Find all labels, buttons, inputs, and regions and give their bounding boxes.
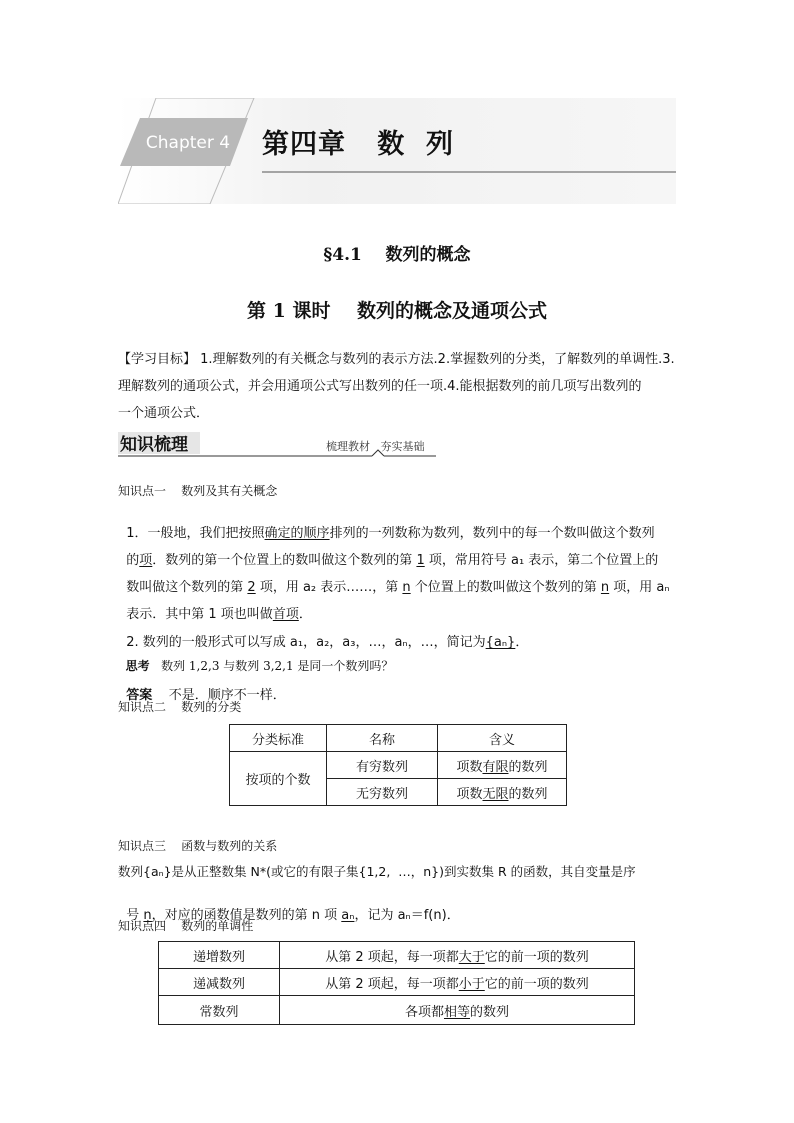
- table-cell: 有穷数列: [327, 752, 438, 779]
- text: 的数列: [470, 1004, 510, 1020]
- text: 它的前一项的数列: [484, 949, 589, 965]
- knowledge-subtitle: 梳理教材 夯实基础: [326, 440, 425, 453]
- text: 项数: [456, 786, 483, 802]
- kp1-heading: 知识点一 数列及其有关概念: [118, 484, 278, 498]
- kp3-heading: 知识点三 函数与数列的关系: [118, 839, 278, 853]
- blank: 小于: [458, 976, 485, 992]
- table-cell: [280, 969, 635, 996]
- knowledge-header: [118, 428, 438, 462]
- table-cell: 常数列: [159, 996, 280, 1025]
- blank: 项: [139, 553, 153, 568]
- goals-line: 理解数列的通项公式，并会用通项公式写出数列的任一项.4.能根据数列的前几项写出数列的: [118, 379, 642, 394]
- blank: n: [402, 580, 411, 595]
- text: 2. 数列的一般形式可以写成 a₁，a₂，a₃，…，aₙ，…，简记为: [126, 635, 486, 650]
- text: 从第 2 项起，每一项都: [325, 976, 459, 992]
- text: 数叫做这个数列的第: [126, 580, 248, 595]
- text: ．: [298, 607, 312, 622]
- blank: n: [143, 908, 152, 923]
- table-cell: 递增数列: [159, 942, 280, 969]
- text: 的数列: [508, 759, 548, 775]
- kp3-line: 数列{aₙ}是从正整数集 N*(或它的有限子集{1,2, …，n})到实数集 R 的函数，其自变量是序: [118, 864, 636, 879]
- learning-goals: [118, 346, 678, 427]
- text: 1．一般地，我们把按照: [126, 526, 265, 541]
- blank: 首项: [272, 607, 299, 622]
- classification-table: [229, 724, 567, 806]
- text: 从第 2 项起，每一项都: [325, 949, 459, 965]
- goals-line: 【学习目标】 1.理解数列的有关概念与数列的表示方法.2.掌握数列的分类，了解数列的单调性.3.: [118, 352, 675, 367]
- blank: {aₙ}: [485, 635, 516, 650]
- table-row: [159, 996, 635, 1025]
- table-row: [230, 752, 567, 779]
- text: 项，用 aₙ: [609, 580, 670, 595]
- text: 项，常用符号 a₁ 表示，第二个位置上的: [424, 553, 659, 568]
- monotonicity-table: [158, 941, 635, 1025]
- text: 项，用 a₂ 表示……，第: [255, 580, 403, 595]
- table-cell: 按项的个数: [230, 752, 327, 806]
- chapter-banner: [118, 98, 676, 204]
- blank: 有限: [482, 759, 509, 775]
- blank: 无限: [482, 786, 509, 802]
- knowledge-title: 知识梳理: [120, 435, 188, 455]
- text: 号: [126, 908, 144, 923]
- text: 它的前一项的数列: [484, 976, 589, 992]
- think-text: 数列 1,2,3 与数列 3,2,1 是同一个数列吗？: [149, 659, 394, 673]
- text: ．数列的第一个位置上的数叫做这个数列的第: [152, 553, 417, 568]
- text: 个位置上的数叫做这个数列的第: [410, 580, 601, 595]
- table-cell: 递减数列: [159, 969, 280, 996]
- table-header-cell: 名称: [327, 725, 438, 752]
- table-cell: [280, 996, 635, 1025]
- text: 的数列: [508, 786, 548, 802]
- table-row: [159, 969, 635, 996]
- text: ．: [515, 635, 529, 650]
- table-cell: [438, 779, 567, 806]
- blank: aₙ: [341, 908, 355, 923]
- table-row: [159, 942, 635, 969]
- blank: 确定的顺序: [264, 526, 330, 541]
- section-title: §4.1 数列的概念: [323, 245, 471, 265]
- think-label: 思考: [125, 659, 150, 673]
- text: 各项都: [404, 1004, 444, 1020]
- text: 表示．其中第 1 项也叫做: [126, 607, 273, 622]
- lesson-title: 第 1 课时 数列的概念及通项公式: [247, 300, 547, 322]
- text: 项数: [456, 759, 483, 775]
- blank: 大于: [458, 949, 485, 965]
- blank: 相等: [443, 1004, 470, 1020]
- table-cell: [280, 942, 635, 969]
- chapter-title: 第四章 数 列: [262, 129, 454, 160]
- text: ，对应的函数值是数列的第 n 项: [151, 908, 342, 923]
- table-cell: [438, 752, 567, 779]
- table-cell: 无穷数列: [327, 779, 438, 806]
- table-header-cell: 含义: [438, 725, 567, 752]
- blank: n: [600, 580, 610, 595]
- kp2-heading: 知识点二 数列的分类: [118, 700, 242, 714]
- answer-label: 答案: [126, 688, 153, 703]
- table-header-cell: 分类标准: [230, 725, 327, 752]
- answer-text: 不是．顺序不一样．: [152, 688, 286, 703]
- text: 的: [126, 553, 140, 568]
- blank: 2: [247, 580, 256, 595]
- chapter-label: Chapter 4: [145, 133, 231, 153]
- kp4-heading: 知识点四 数列的单调性: [118, 919, 254, 933]
- table-row: [230, 725, 567, 752]
- goals-line: 一个通项公式．: [118, 406, 210, 421]
- blank: 1: [416, 553, 425, 568]
- text: ，记为 aₙ＝f(n)．: [354, 908, 460, 923]
- text: 排列的一列数称为数列，数列中的每一个数叫做这个数列: [329, 526, 655, 541]
